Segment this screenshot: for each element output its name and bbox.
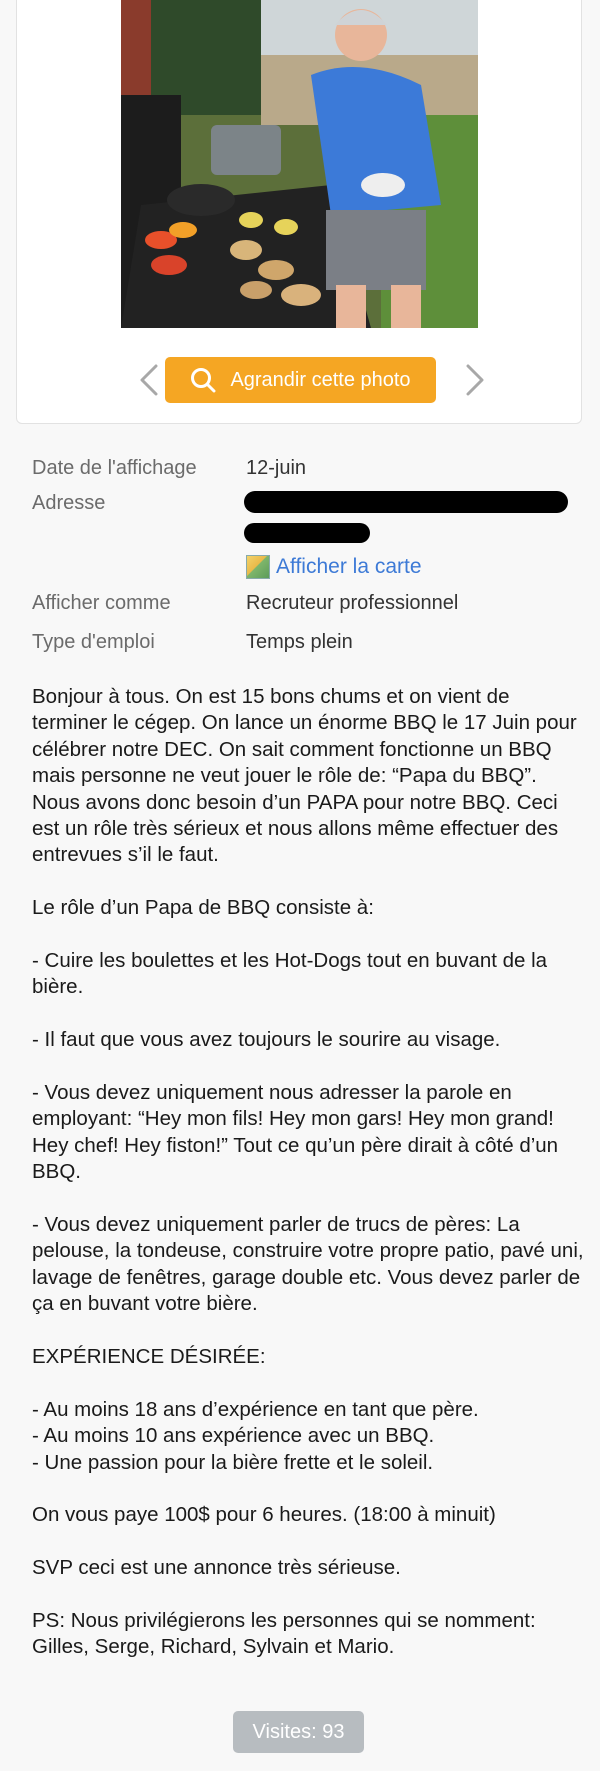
job-type-value: Temps plein [246, 631, 353, 653]
date-label: Date de l'affichage [32, 457, 197, 479]
experience-requirements [32, 1397, 584, 1476]
photo-card [16, 0, 582, 424]
serious-note: SVP ceci est une annonce très sérieuse. [32, 1556, 401, 1580]
duty-item: - Vous devez uniquement nous adresser la parole en employant: “Hey mon fils! Hey mon gars! Hey mon grand! Hey chef! Hey fiston!” Tout ce qu’un père dirait à côté d’un BBQ. [32, 1081, 559, 1184]
display-as-value: Recruteur professionnel [246, 592, 459, 614]
job-type-label: Type d'emploi [32, 631, 155, 653]
role-heading: Le rôle d’un Papa de BBQ consiste à: [32, 896, 374, 920]
previous-photo-button[interactable] [129, 357, 169, 403]
address-redaction-line-2 [244, 523, 370, 543]
duty-item: - Vous devez uniquement parler de trucs de pères: La pelouse, la tondeuse, construire votre propre patio, pavé uni, lavage de fenêtres, garage double etc. Vous devez parler de ça en buvant votre bière. [32, 1213, 584, 1316]
chevron-right-icon [464, 363, 486, 397]
requirement-item: - Une passion pour la bière frette et le soleil. [32, 1450, 434, 1474]
date-value: 12-juin [246, 457, 307, 479]
requirement-item: - Au moins 10 ans expérience avec un BBQ. [32, 1424, 435, 1448]
description-intro: Bonjour à tous. On est 15 bons chums et on vient de terminer le cégep. On lance un énorme BBQ le 17 Juin pour célébrer notre DEC. On sait comment fonctionne un BBQ mais personne ne veut jouer le rôle de: “Papa du BBQ”. Nous avons donc besoin d’un PAPA pour notre BBQ. Ceci est un rôle très sérieux et nous allons même effectuer des entrevues s’il le faut. [32, 685, 577, 867]
photo-controls [17, 357, 581, 403]
visits-badge: Visites: 93 [233, 1711, 364, 1753]
search-icon [190, 367, 216, 393]
requirement-item: - Au moins 18 ans d’expérience en tant que père. [32, 1397, 479, 1421]
enlarge-photo-button[interactable] [165, 357, 436, 403]
display-as-label: Afficher comme [32, 592, 171, 614]
address-redaction-line-1 [244, 491, 568, 513]
enlarge-photo-label: Agrandir cette photo [230, 368, 411, 391]
chevron-left-icon [138, 363, 160, 397]
map-icon [246, 555, 270, 579]
show-map-label: Afficher la carte [276, 555, 422, 578]
bbq-photo-illustration [121, 0, 478, 328]
experience-heading: EXPÉRIENCE DÉSIRÉE: [32, 1345, 266, 1369]
duty-item: - Il faut que vous avez toujours le sourire au visage. [32, 1028, 501, 1052]
ps-note: PS: Nous privilégierons les personnes qui se nomment: Gilles, Serge, Richard, Sylvain et Mario. [32, 1609, 536, 1659]
next-photo-button[interactable] [455, 357, 495, 403]
show-map-link[interactable] [246, 555, 422, 579]
listing-description [32, 684, 584, 1687]
listing-photo[interactable] [121, 0, 478, 328]
pay-info: On vous paye 100$ pour 6 heures. (18:00 à minuit) [32, 1503, 496, 1527]
duty-item: - Cuire les boulettes et les Hot-Dogs tout en buvant de la bière. [32, 949, 548, 999]
address-label: Adresse [32, 492, 106, 514]
